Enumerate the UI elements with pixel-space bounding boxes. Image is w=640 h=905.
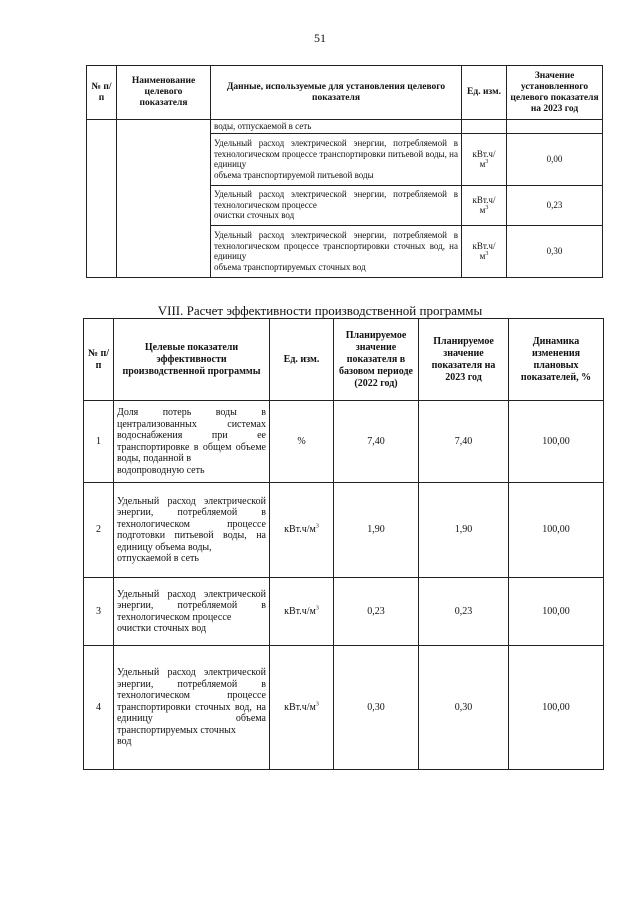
table-header-row (84, 319, 604, 401)
value-cell: 0,00 (507, 133, 603, 185)
base-value: 0,30 (334, 646, 419, 770)
plan-value: 7,40 (419, 401, 509, 483)
unit-text: м (479, 205, 486, 215)
header-planned-2023: Планируемое значение показателя на 2023 год (419, 319, 509, 401)
indicator-text: Удельный расход электрической энергии, потребляемой в технологическом процессе подготовки питьевой воды, на единицу объема воды, (117, 495, 266, 553)
value-cell (507, 120, 603, 134)
table-row (87, 120, 603, 134)
base-value: 7,40 (334, 401, 419, 483)
efficiency-table (83, 318, 604, 770)
unit-cell (462, 120, 507, 134)
plan-value: 0,23 (419, 578, 509, 646)
value-cell: 0,30 (507, 225, 603, 277)
unit-cell (462, 185, 507, 225)
unit-text: м (479, 159, 486, 169)
data-text: Удельный расход электрической энергии, потребляемой в технологическом процессе транспортировки питьевой воды, на единицу (214, 138, 458, 169)
data-text-cell (211, 133, 462, 185)
unit-superscript: 3 (315, 523, 319, 530)
num-cell (87, 120, 117, 278)
unit-text: кВт.ч/ (472, 240, 496, 251)
header-planned-base: Планируемое значение показателя в базовом периоде (2022 год) (334, 319, 419, 401)
unit-text: м (479, 251, 486, 261)
dynamics-value: 100,00 (509, 483, 604, 578)
plan-value: 1,90 (419, 483, 509, 578)
indicator-text-cell (114, 578, 270, 646)
unit-cell (462, 225, 507, 277)
data-text-last: очистки сточных вод (214, 210, 295, 221)
table-row (84, 401, 604, 483)
header-data-used: Данные, используемые для установления целевого показателя (211, 66, 462, 120)
table-header-row (87, 66, 603, 120)
unit-superscript: 3 (315, 701, 319, 708)
base-value: 0,23 (334, 578, 419, 646)
plan-value: 0,30 (419, 646, 509, 770)
row-num: 2 (84, 483, 114, 578)
indicator-text-cell (114, 401, 270, 483)
header-unit: Ед. изм. (462, 66, 507, 120)
data-text-cell (211, 225, 462, 277)
dynamics-value: 100,00 (509, 401, 604, 483)
header-unit: Ед. изм. (270, 319, 334, 401)
row-num: 4 (84, 646, 114, 770)
data-text-cell (211, 185, 462, 225)
unit-text: % (297, 435, 306, 447)
dynamics-value: 100,00 (509, 578, 604, 646)
indicator-text-last: вод (117, 736, 132, 748)
data-text: Удельный расход электрической энергии, потребляемой в технологическом процессе (214, 189, 458, 210)
unit-superscript: 3 (485, 159, 489, 165)
header-indicator-name: Наименование целевого показателя (117, 66, 211, 120)
indicator-text: Удельный расход электрической энергии, потребляемой в технологическом процессе (117, 588, 266, 623)
indicator-text-last: водопроводную сеть (117, 464, 205, 476)
indicator-text-cell (114, 646, 270, 770)
table-row (84, 483, 604, 578)
unit-superscript: 3 (315, 605, 319, 612)
unit-cell (270, 646, 334, 770)
dynamics-value: 100,00 (509, 646, 604, 770)
data-text-last: объема транспортируемых сточных вод (214, 261, 366, 272)
indicator-text-last: отпускаемой в сеть (117, 553, 199, 564)
indicator-text: Удельный расход электрической энергии, потребляемой в технологическом процессе транспортировки сточных вод, на единицу объема транспортируемых сточных (117, 667, 266, 736)
unit-text: кВт.ч/м (284, 701, 316, 713)
continuation-cell: воды, отпускаемой в сеть (211, 120, 462, 134)
unit-cell (270, 401, 334, 483)
indicator-text-last: очистки сточных вод (117, 623, 207, 634)
header-num: № п/п (87, 66, 117, 120)
header-target-value: Значение установленного целевого показателя на 2023 год (507, 66, 603, 120)
unit-cell (270, 483, 334, 578)
data-text-last: объема транспортируемой питьевой воды (214, 169, 374, 180)
indicator-name-cell (117, 120, 211, 278)
table-row (84, 578, 604, 646)
indicator-text: Доля потерь воды в централизованных системах водоснабжения при ее транспортировке в общем объеме воды, поданной в (117, 407, 266, 464)
unit-superscript: 3 (485, 251, 489, 257)
unit-text: кВт.ч/м (284, 605, 316, 617)
value-cell: 0,23 (507, 185, 603, 225)
row-num: 3 (84, 578, 114, 646)
header-num: № п/п (84, 319, 114, 401)
base-value: 1,90 (334, 483, 419, 578)
section-title: VIII. Расчет эффективности производственной программы (157, 303, 483, 318)
page-number: 51 (314, 31, 326, 45)
row-num: 1 (84, 401, 114, 483)
unit-cell (270, 578, 334, 646)
target-indicators-table (86, 65, 603, 278)
unit-superscript: 3 (485, 205, 489, 211)
table-row (84, 646, 604, 770)
unit-text: кВт.ч/ (472, 194, 496, 205)
data-text: Удельный расход электрической энергии, потребляемой в технологическом процессе транспортировки сточных вод, на единицу (214, 230, 458, 261)
indicator-text-cell (114, 483, 270, 578)
header-indicators: Целевые показатели эффективности производственной программы (114, 319, 270, 401)
unit-text: кВт.ч/м (284, 524, 316, 536)
header-dynamics: Динамика изменения плановых показателей, % (509, 319, 604, 401)
unit-text: кВт.ч/ (472, 148, 496, 159)
unit-cell (462, 133, 507, 185)
